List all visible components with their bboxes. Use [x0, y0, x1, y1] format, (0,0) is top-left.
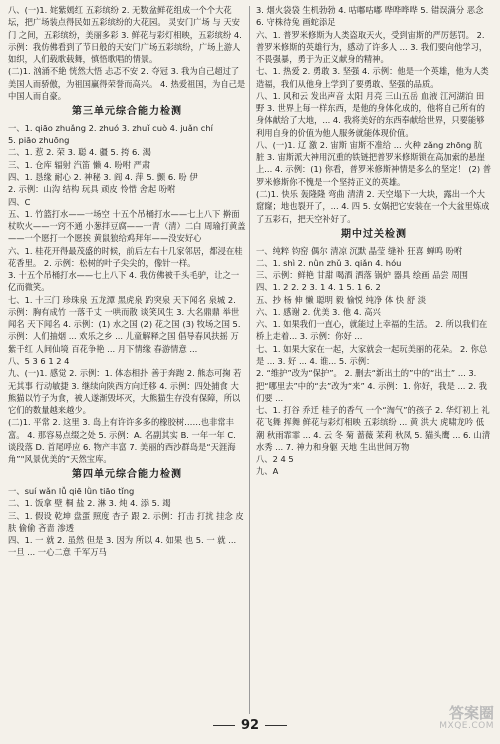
- footer-dash-right: [265, 725, 287, 726]
- answer-line: 八、1. 风和云 发出声音 太阳 月亮 三山五岳 血液 江河湖泊 田野 3. 世界上每一样东西，是他的身体化成的，他将自己所有的身体献给了大地，... 4. 我将美好的东西奉献给世界，只要能够利用自身的价值为他人服务就能体现价值。: [256, 90, 485, 138]
- answer-line: 5. piāo zhuōng: [8, 135, 70, 146]
- footer-dash-left: [213, 725, 235, 726]
- answer-line: 二、1. 惹 2. 荣 3. 聪 4. 疆 5. 挎 6. 渴: [8, 147, 151, 158]
- watermark-logo: [402, 706, 494, 740]
- right-column: [256, 4, 492, 478]
- watermark-url: MXQE.COM: [439, 720, 494, 731]
- answer-line: 七、1. 打谷 乔迁 桂子的香气 一个“淘气”的孩子 2. 华灯初上 礼花飞舞 挥舞 鲜花与彩灯相映 五彩缤纷 ... 黄 洪大 虎啸龙吟 低潮 秋雨霏霏 ... 4. 云 冬 菊 蔷薇 茉莉 秋凤 5. 猫头鹰 ... 6. 山清水秀 ... 7. 神力和身躯 天地 生出世间万物: [256, 405, 491, 452]
- answer-line: (二)1. 平常 2. 这里 3. 岛上有许许多多的橡胶树……也非常丰富。 4. 那容易点缀之处 5. 示例：A. 名副其实 B. 一年一年 C. 谈段落 D. 首尾呼应 6. 物产丰富 7. 美丽的西沙群岛是“天涯海角”"风景优美的“天然宝库。: [8, 417, 236, 465]
- section-heading: 第三单元综合能力检测: [72, 106, 182, 118]
- answer-line: 三、1. 假设 乾坤 盘蛋 照度 杏子 跟 2. 示例：打击 打扰 挂念 皮肤 偷偷 吝啬 渗透: [8, 510, 244, 533]
- answer-line: 七、1. 热爱 2. 勇敢 3. 坚强 4. 示例：他是一个英雄，他为人类造福，我们从他身上学到了要勇敢、坚强的品质。: [256, 66, 489, 89]
- left-column: [8, 4, 246, 559]
- answer-line: 四、1. 一 就 2. 虽然 但是 3. 因为 所以 4. 如果 也 5. 一 就 ... 一旦 ... 一心二意 千军万马: [8, 535, 237, 558]
- answer-line: 九、A: [256, 466, 279, 477]
- answer-line: 七、1. 如果大家在一起，大家就会一起玩美丽的花朵。 2. 你总是 ... 3. 好 ... 4. 谁... 5. 示例：: [256, 343, 488, 366]
- answer-line: 3. 十五个吊桶打水——七上八下 4. 我仿佛被千头毛驴，让之一亿而微笑。: [8, 270, 240, 293]
- answer-line: 五、抄 杨 伸 懒 聪明 毅 愉悦 纯净 体 快 舒 淡: [256, 294, 427, 305]
- section-heading: 第四单元综合能力检测: [72, 469, 182, 481]
- section-heading: 期中过关检测: [341, 228, 407, 240]
- answer-line: 三、1. 仓库 辐射 汽笛 懒 4. 吩咐 严肃: [8, 159, 151, 170]
- answer-line: 2. 示例：山沟 结构 玩具 顽皮 怜惜 舍起 吩咐: [8, 184, 176, 195]
- answer-line: 三、示例：鲜艳 甘甜 喝酒 洒落 锅炉 器具 绘画 品尝 周围: [256, 270, 468, 281]
- answer-line: 四、C: [8, 196, 31, 207]
- answer-line: 二、1. shì 2. nǜn zhǔ 3. qiǎn 4. hóu: [256, 257, 402, 268]
- answer-line: 六、1. 如果我们一直心，就能过上幸福的生活。 2. 所以我们在桥上走着... 3. 示例：你好 ...: [256, 319, 488, 342]
- answer-line: 八、2 4 5: [256, 454, 294, 465]
- answer-line: 四、1. 2 2. 2 3. 1 4. 1 5. 1 6. 2: [256, 282, 381, 293]
- answer-line: 一、纯粹 钧窑 偶尔 清凉 沉默 晶莹 缝补 狂喜 蝉鸣 吩咐: [256, 245, 463, 256]
- answer-line: (二)1. 汹涌不絶 恍然大悟 忐忑不安 2. 夺冠 3. 我为自己超过了美国人而骄傲，为祖国赢得荣誉而高兴。 4. 热爱祖国，为自己是中国人而自豪。: [8, 66, 246, 101]
- page-number: 92: [240, 718, 260, 733]
- answer-line: 八、5 3 6 1 2 4: [8, 355, 70, 366]
- answer-line: 3. 烟火袋袋 生机勃勃 4. 咕嘟咕嘟 哗哗哗哗 5. 错误满分 恶念 6. 守株待兔 画蛇添足: [256, 5, 484, 28]
- answer-line: 九、(一)1. 感觉 2. 示例：1. 体态相扑 善于奔跑 2. 熊态可掬 若无其事 行动敏捷 3. 继续向陕西方向迁移 4. 示例：四处捕食 大熊猫以竹子为食，被人遂渐毁坏灭，大熊猫生存没有保障，所以它们的数量越来越少。: [8, 368, 242, 416]
- answer-line: 八、(一)1. 姹紫嫣红 五彩缤纷 2. 无数盆鲜花组成一个个大花坛，把广场装点得民如五彩缤纷的大花园。 灵安门广场 与 天安门 之间，五彩缤纷，美丽多彩 3. 鲜花与彩灯相映，五彩缤纷 4. 示例：我仿佛看到了节日般的天安门广场五彩缤纷，广场上游人如织，人们载歌载舞，慎悟歌唱的情景。: [8, 5, 242, 65]
- column-divider: [249, 6, 250, 714]
- answer-line: 八、(一)1. 辽 激 2. 宙斯 宙斯不准给 ... 火种 zǎng zhōng 肮 脏 3. 宙斯派大神用沉重的铁链把普罗米修斯锁在高加索的悬崖上... 4. 示例：(1) 你看，普罗米修斯神情是多么的坚定！ (2) 普罗米修斯你不愧是一个坚持正义的英雄。: [256, 139, 492, 187]
- answer-line: 六、1. 桂花开得最茂盛的时候，前后左右十几家邻居，都浸在桂花香里。 2. 示例：松树的叶子尖尖的，像针一样。: [8, 245, 243, 268]
- answer-line: 一、1. qiāo zhuǎng 2. zhuó 3. zhuǐ cuò 4. juǎn chí: [8, 122, 213, 133]
- answer-line: 六、1. 普罗米修斯为人类盗取天火，受到宙斯的严厉惩罚。 2. 普罗米修斯的英雄行为，感动了许多人 ... 3. 我们要向他学习，不畏强暴，勇于为正义献身的精神。: [256, 29, 488, 65]
- answer-line: (二)1. 快乐 轰隆隆 弯曲 清清 2. 天空塌下一大块，露出一个大窟窿；地也裂开了，... 4. 四 5. 女娲把它安装在一个大盆里炼成了五彩石，把天空补好了。: [256, 188, 490, 224]
- answer-line: 五、1. 竹篮打水——一场空 十五个吊桶打水——七上八下 擀面杖吹火——一窍不通 小葱拌豆腐——一青（清）二白 周瑜打黄盖——一个愿打一个愿挨 黄鼠狼给鸡拜年——没安好心: [8, 208, 246, 244]
- answer-line: 2. “维护”改为“保护”。 2. 删去“新出土的”中的“出土” ... 3. 把“哪里去”中的“去”改为“来” 4. 示例：1. 你好，我是 ... 2. 我们要 ...: [256, 368, 487, 403]
- watermark-text: 答案圈: [448, 704, 494, 722]
- answer-line: 四、1. 恳缘 耐心 2. 神秘 3. 阎 4. 萍 5. 颤 6. 吩 伊: [8, 171, 198, 182]
- answer-line: 六、1. 感谢 2. 优美 3. 他 4. 高兴: [256, 306, 381, 317]
- answer-line: 二、1. 饭拿 壁 桐 盐 2. 淋 3. 炖 4. 添 5. 竭: [8, 498, 171, 509]
- answer-line: 一、suí wǎn lǚ qiē lǜn tiāo tǐng: [8, 486, 135, 497]
- answer-line: 七、1. 十三门 珍珠泉 五龙潭 黑虎泉 趵突泉 天下闻名 泉城 2. 示例：胸有成竹 一落千丈 一哄而散 谈笑风生 3. 大名鼎鼎 举世闻名 天下闻名 4. 示例：(1) 水之国 (2) 花之国 (3) 牧场之国 5. 示例：人们抽烟 ... 欢乐之乡 ... 儿童解释之国 倡导春风扶摇 万紫千红 人间仙境 百花争艳 ... 月下情缘 春游情意 ...: [8, 294, 241, 354]
